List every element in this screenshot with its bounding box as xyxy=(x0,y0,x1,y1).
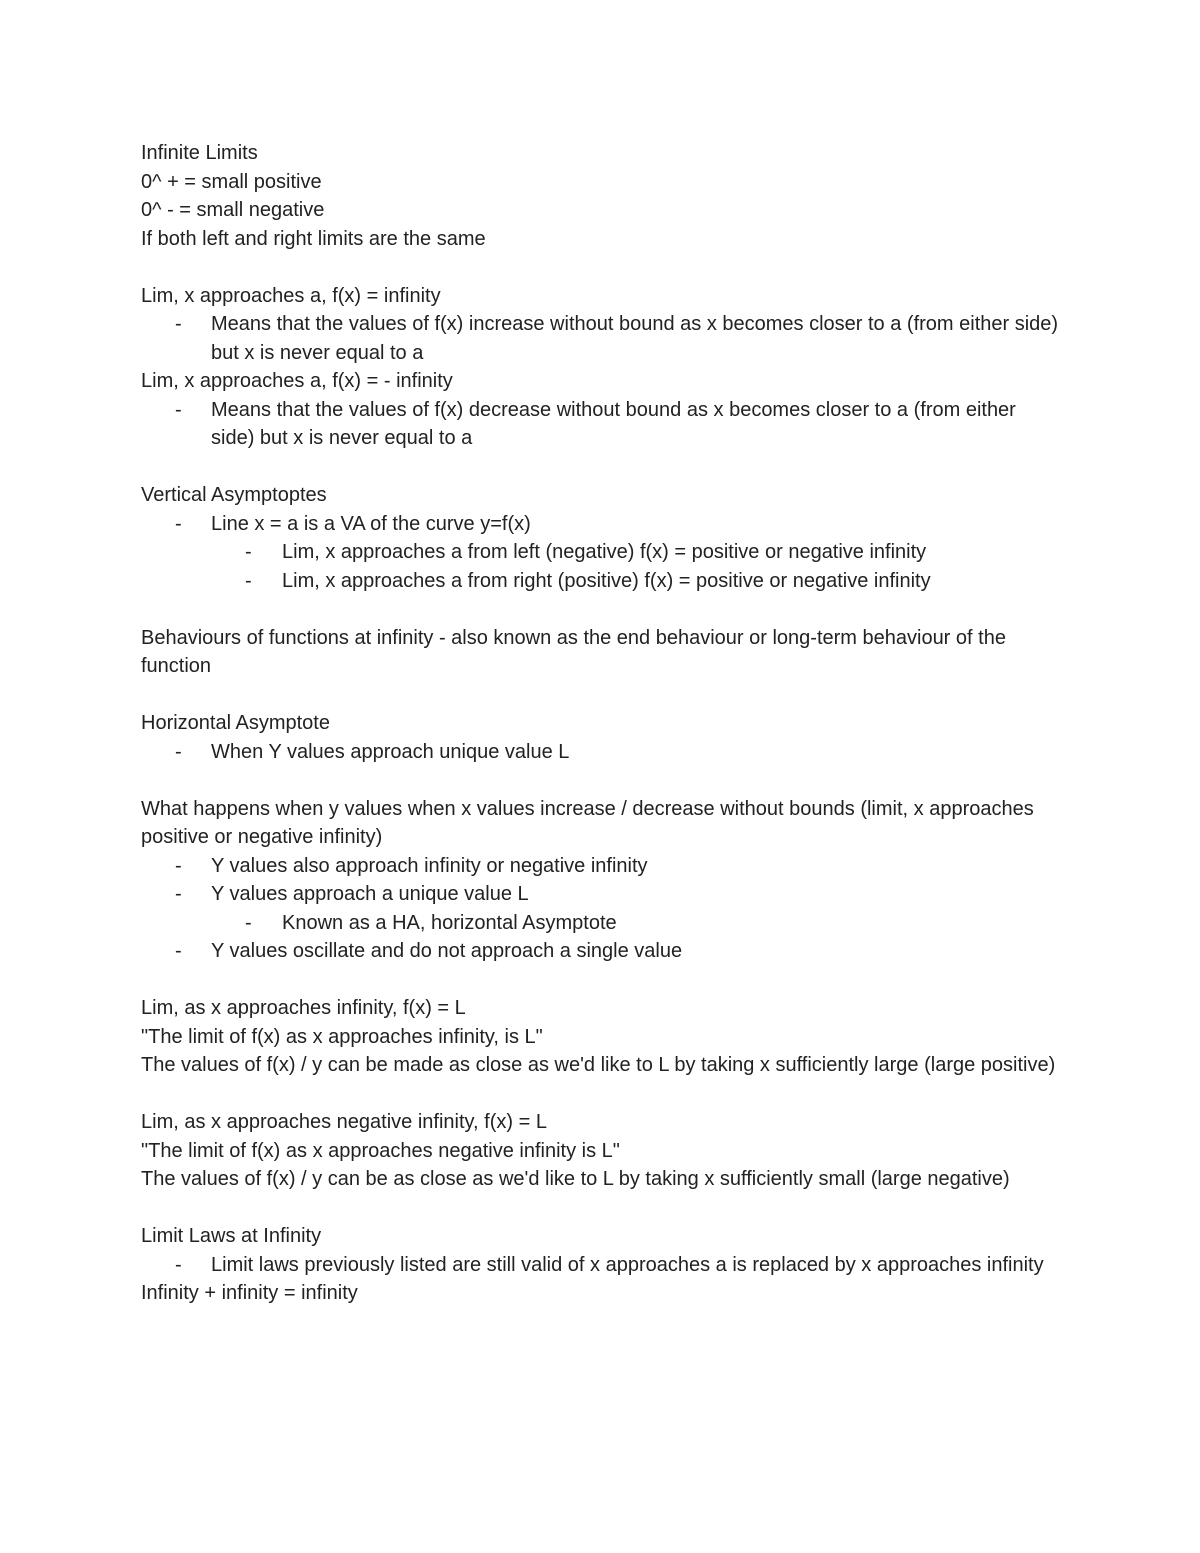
text-line: "The limit of f(x) as x approaches negative infinity is L" xyxy=(141,1139,620,1162)
text-line: Lim, x approaches a, f(x) = infinity xyxy=(141,284,441,307)
list-item xyxy=(141,1251,1061,1280)
list-item xyxy=(141,396,1061,453)
bullet-dash: - xyxy=(175,313,182,335)
blank-line xyxy=(141,681,1061,710)
text-line: Lim, as x approaches negative infinity, f(x) = L xyxy=(141,1111,547,1133)
text-line: 0^ + = small positive xyxy=(141,170,322,193)
list-item-text: Lim, x approaches a from right (positive) f(x) = positive or negative infinity xyxy=(282,569,931,592)
section-heading-limit-laws: Limit Laws at Infinity xyxy=(141,1225,322,1247)
text-line: 0^ - = small negative xyxy=(141,199,325,221)
list-item xyxy=(141,738,1061,767)
list-item-text: Limit laws previously listed are still valid of x approaches a is replaced by x approaches infinity xyxy=(211,1253,1044,1276)
bullet-dash: - xyxy=(175,398,182,421)
bullet-dash: - xyxy=(175,512,182,535)
text-line: Infinity + infinity = infinity xyxy=(141,1282,358,1304)
bullet-dash: - xyxy=(175,740,182,763)
bullet-dash: - xyxy=(175,1253,182,1276)
blank-line xyxy=(141,766,1061,795)
text-line: The values of f(x) / y can be as close as we'd like to L by taking x sufficiently small (large negative) xyxy=(141,1168,1010,1190)
sub-list-item xyxy=(141,567,1061,596)
list-item-text: Means that the values of f(x) decrease without bound as x becomes closer to a (from either side) but x is never equal to a xyxy=(211,398,1016,449)
text-line: The values of f(x) / y can be made as close as we'd like to L by taking x sufficiently large (large positive) xyxy=(141,1054,1056,1076)
section-heading-infinite-limits: Infinite Limits xyxy=(141,142,258,164)
paragraph-behaviours: Behaviours of functions at infinity - also known as the end behaviour or long-term behaviour of the function xyxy=(141,626,1006,677)
list-item xyxy=(141,852,1061,881)
list-item-text: Known as a HA, horizontal Asymptote xyxy=(282,911,617,934)
list-item-text: Y values also approach infinity or negative infinity xyxy=(211,854,648,877)
list-item xyxy=(141,880,1061,909)
bullet-dash: - xyxy=(245,541,252,563)
list-item-text: Line x = a is a VA of the curve y=f(x) xyxy=(211,512,531,535)
section-heading-horizontal-asymptote: Horizontal Asymptote xyxy=(141,712,330,734)
list-item-text: Y values oscillate and do not approach a single value xyxy=(211,940,683,962)
blank-line xyxy=(141,1080,1061,1109)
list-item xyxy=(141,937,1061,966)
list-item-text: When Y values approach unique value L xyxy=(211,740,570,763)
sub-list-item xyxy=(141,909,1061,938)
list-item-text: Y values approach a unique value L xyxy=(211,883,529,905)
section-heading-vertical-asymptotes: Vertical Asymptoptes xyxy=(141,484,327,506)
blank-line xyxy=(141,453,1061,482)
bullet-dash: - xyxy=(245,569,252,592)
list-item xyxy=(141,310,1061,367)
list-item-text: Lim, x approaches a from left (negative) f(x) = positive or negative infinity xyxy=(282,541,927,563)
list-item xyxy=(141,510,1061,539)
paragraph-what-happens: What happens when y values when x values increase / decrease without bounds (limit, x approaches positive or negative infinity) xyxy=(141,797,1034,848)
text-line: "The limit of f(x) as x approaches infinity, is L" xyxy=(141,1025,543,1048)
sub-list-item xyxy=(141,538,1061,567)
bullet-dash: - xyxy=(175,883,182,905)
bullet-dash: - xyxy=(175,854,182,877)
blank-line xyxy=(141,595,1061,624)
document-page xyxy=(141,139,1061,1308)
bullet-dash: - xyxy=(245,911,252,934)
blank-line xyxy=(141,253,1061,282)
blank-line xyxy=(141,966,1061,995)
text-line: Lim, x approaches a, f(x) = - infinity xyxy=(141,370,453,392)
list-item-text: Means that the values of f(x) increase without bound as x becomes closer to a (from either side) but x is never equal to a xyxy=(211,313,1059,364)
text-line: If both left and right limits are the same xyxy=(141,227,486,250)
bullet-dash: - xyxy=(175,940,182,962)
blank-line xyxy=(141,1194,1061,1223)
text-line: Lim, as x approaches infinity, f(x) = L xyxy=(141,997,466,1019)
